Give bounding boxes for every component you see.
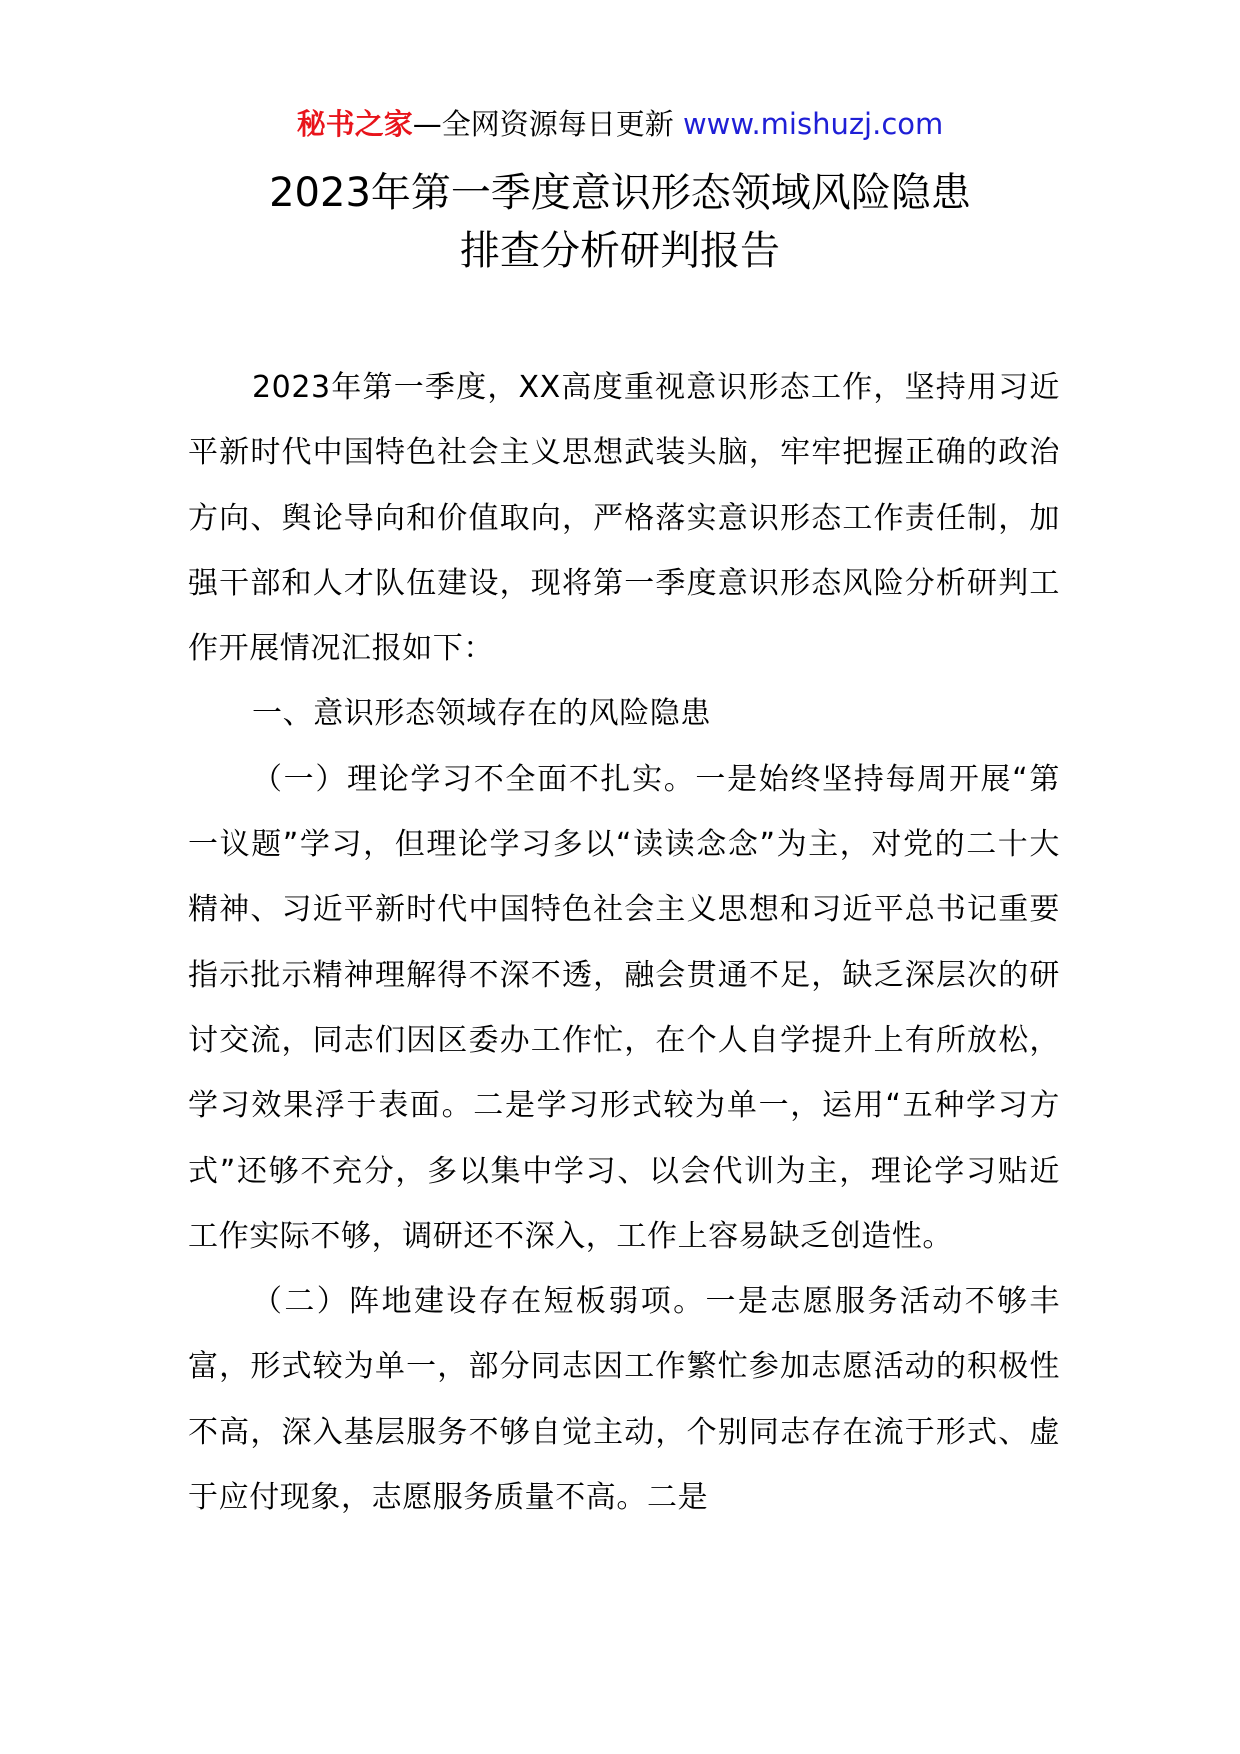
watermark-header (0, 102, 1240, 146)
paragraph-subsection-2: （二）阵地建设存在短板弱项。一是志愿服务活动不够丰富，形式较为单一，部分同志因工作繁忙参加志愿活动的积极性不高，深入基层服务不够自觉主动，个别同志存在流于形式、虚于应付现象，志愿服务质量不高。二是 (188, 1284, 1060, 1516)
document-title (0, 164, 1240, 280)
title-line-2: 排查分析研判报告 (460, 228, 780, 274)
brand-name: 秘书之家 (296, 107, 413, 141)
paragraph-intro: 2023年第一季度，XX高度重视意识形态工作，坚持用习近平新时代中国特色社会主义思想武装头脑，牢牢把握正确的政治方向、舆论导向和价值取向，严格落实意识形态工作责任制，加强干部和人才队伍建设，现将第一季度意识形态风险分析研判工作开展情况汇报如下： (188, 370, 1060, 667)
website-url[interactable]: www.mishuzj.com (682, 107, 944, 141)
title-line-1: 2023年第一季度意识形态领域风险隐患 (269, 170, 971, 216)
section-heading-1: 一、意识形态领域存在的风险隐患 (252, 696, 711, 732)
header-tagline: —全网资源每日更新 (412, 107, 683, 141)
paragraph-subsection-1: （一）理论学习不全面不扎实。一是始终坚持每周开展“第一议题”学习，但理论学习多以“读读念念”为主，对党的二十大精神、习近平新时代中国特色社会主义思想和习近平总书记重要指示批示精神理解得不深不透，融会贯通不足，缺乏深层次的研讨交流，同志们因区委办工作忙，在个人自学提升上有所放松，学习效果浮于表面。二是学习形式较为单一，运用“五种学习方式”还够不充分，多以集中学习、以会代训为主，理论学习贴近工作实际不够，调研还不深入，工作上容易缺乏创造性。 (188, 761, 1060, 1254)
document-body (188, 355, 1060, 1530)
